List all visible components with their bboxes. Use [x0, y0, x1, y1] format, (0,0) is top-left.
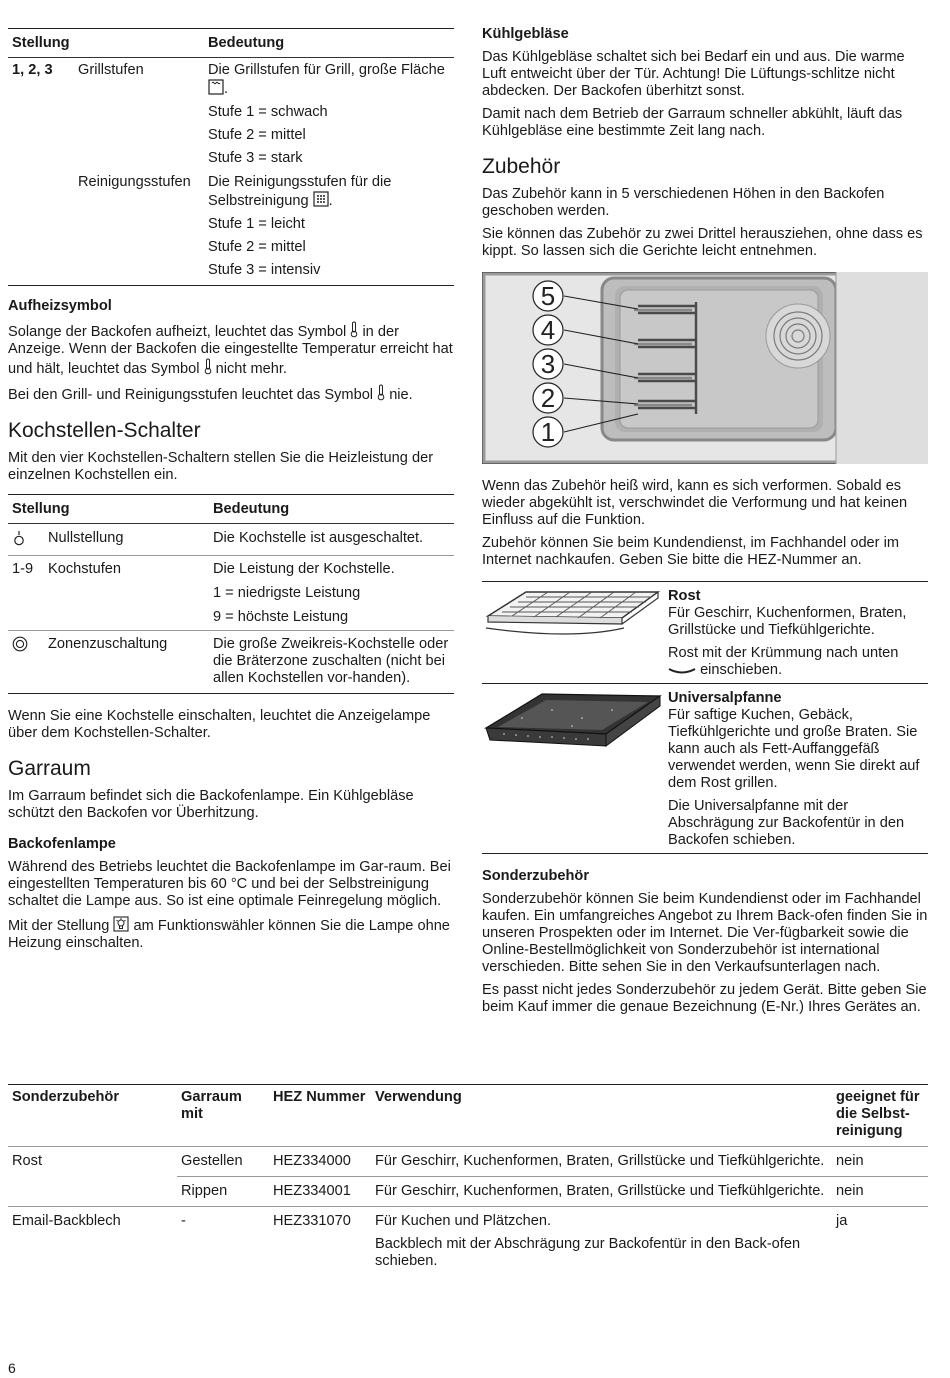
lamp-text-b: am Funktionswähler können Sie die Lampe ohne Heizung einschalten. [8, 918, 450, 951]
row-3-garraum: - [177, 1207, 269, 1275]
row-3-item: Email-Backblech [8, 1207, 177, 1275]
table-row [8, 1207, 928, 1275]
table-row [8, 1147, 928, 1177]
th-hez: HEZ Nummer [273, 1089, 366, 1105]
koch-row-2-pos: 1-9 [8, 556, 44, 631]
level-5-label: 5 [540, 281, 556, 311]
row-2-garraum: Rippen [177, 1177, 269, 1207]
heading-backofenlampe: Backofenlampe [8, 836, 116, 852]
garraum-intro: Im Garraum befindet sich die Backofenlampe. Ein Kühlgebläse schützt den Backofen vor Überhitzung. [8, 788, 414, 821]
aufheiz-text-a: Solange der Backofen aufheizt, leuchtet das Symbol [8, 324, 347, 340]
th-garraum: Garraum mit [181, 1089, 242, 1122]
pfanne-title: Universalpfanne [668, 690, 782, 706]
heading-kochstellen: Kochstellen-Schalter [8, 419, 201, 442]
oven-lamp-icon [113, 916, 129, 932]
clean-pos [8, 174, 74, 286]
row-1-hez: HEZ334000 [269, 1147, 371, 1177]
row-2-self: nein [832, 1177, 928, 1207]
grill-level-3: Stufe 3 = stark [208, 150, 303, 166]
heading-kuehlgeblaese: Kühlgebläse [482, 26, 569, 42]
zubehoer-paragraph-4: Zubehör können Sie beim Kundendienst, im Fachhandel oder im Internet nachkaufen. Geben Sie bitte die HEZ-Nummer an. [482, 535, 899, 568]
sonderzubehoer-table [8, 1084, 928, 1274]
kochstellen-intro: Mit den vier Kochstellen-Schaltern stellen Sie die Heizleistung der einzelnen Kochstellen ein. [8, 450, 434, 483]
row-1-self: nein [832, 1147, 928, 1177]
clean-level-3: Stufe 3 = intensiv [208, 262, 321, 278]
lamp-paragraph-2 [8, 916, 454, 952]
zubehoer-paragraph-1: Das Zubehör kann in 5 verschiedenen Höhen in den Backofen geschoben werden. [482, 186, 885, 219]
koch-row-3-meaning: Die große Zweikreis-Kochstelle oder die Bräterzone zuschalten (nicht bei allen Kochstellen vor-handen). [209, 631, 454, 694]
page-number: 6 [8, 1360, 16, 1376]
zubehoer-paragraph-2: Sie können das Zubehör zu zwei Drittel herausziehen, ohne dass es kippt. So lassen sich die Gerichte leicht entnehmen. [482, 226, 923, 259]
koch-row-3-name: Zonenzuschaltung [44, 631, 209, 694]
clean-level-2: Stufe 2 = mittel [208, 239, 306, 255]
th-bedeutung: Bedeutung [204, 29, 454, 58]
curve-down-icon [668, 666, 696, 676]
rost-paragraph-2 [668, 645, 928, 679]
koch-row-2-extra-1: 1 = niedrigste Leistung [213, 585, 361, 601]
heading-sonderzubehoer: Sonderzubehör [482, 868, 590, 884]
table-row [8, 1177, 928, 1207]
rost-paragraph-1: Für Geschirr, Kuchenformen, Braten, Grillstücke und Tiefkühlgerichte. [668, 605, 907, 638]
level-1-label: 1 [540, 417, 556, 447]
self-clean-icon [313, 191, 329, 207]
koch-row-2-meaning: Die Leistung der Kochstelle. [213, 561, 395, 577]
thermometer-icon [377, 384, 385, 401]
heading-zubehoer: Zubehör [482, 155, 561, 178]
row-3-self: ja [832, 1207, 928, 1275]
koch-row-2-extra-2: 9 = höchste Leistung [213, 609, 349, 625]
row-3-use: Für Kuchen und Plätzchen. [375, 1213, 552, 1229]
th-selbstreinigung: geeignet für die Selbst-reinigung [836, 1089, 920, 1139]
lamp-paragraph-1: Während des Betriebs leuchtet die Backofenlampe im Gar-raum. Bei eingestellten Temperaturen bis 60 °C und bei der Selbstreinigung schaltet die Lampe aus. So ist eine optimale Feinregelung möglich. [8, 859, 451, 909]
th-stellung-2: Stellung [8, 495, 209, 524]
kuehl-paragraph-2: Damit nach dem Betrieb der Garraum schneller abkühlt, läuft das Kühlgebläse eine bestimmte Zeit lang nach. [482, 106, 903, 139]
grill-table: Stellung Bedeutung 1, 2, 3 Grillstufen Die Grillstufen für Grill, große Fläche . Stufe 1 = schwach Stufe 2 = mittel Stufe 3 = stark Reinigungsstufen Die Reinigungsstufen für die Selbstreinigung . Stufe 1 = leicht Stufe 2 = mittel Stufe 3 = intensiv [8, 28, 454, 286]
aufheiz-text-b: in der Anzeige. Wenn der Backofen die eingestellte Temperatur erreicht hat und hält, leuchtet das Symbol [8, 324, 453, 377]
grill-area-icon [208, 79, 224, 95]
th-verwendung: Verwendung [375, 1089, 462, 1105]
row-2-item [8, 1177, 177, 1207]
oven-levels-illustration [482, 272, 928, 464]
grill-level-2: Stufe 2 = mittel [208, 127, 306, 143]
sonder-paragraph-2: Es passt nicht jedes Sonderzubehör zu jedem Gerät. Bitte geben Sie beim Kauf immer die genaue Bezeichnung (E-Nr.) Ihres Gerätes an. [482, 982, 927, 1015]
right-column [482, 24, 928, 1022]
kochstellen-table [8, 494, 454, 694]
lamp-text-a: Mit der Stellung [8, 918, 110, 934]
aufheiz-text-d: Bei den Grill- und Reinigungsstufen leuchtet das Symbol [8, 387, 374, 403]
kochstellen-after: Wenn Sie eine Kochstelle einschalten, leuchtet die Anzeigelampe über dem Kochstellen-Schalter. [8, 708, 431, 741]
heading-garraum: Garraum [8, 757, 91, 780]
pfanne-paragraph-2: Die Universalpfanne mit der Abschrägung zur Backofentür in den Backofen schieben. [668, 798, 905, 848]
rost-title: Rost [668, 588, 701, 604]
level-3-label: 3 [540, 349, 556, 379]
grill-level-1: Stufe 1 = schwach [208, 104, 328, 120]
koch-row-1-meaning: Die Kochstelle ist ausgeschaltet. [213, 530, 424, 546]
row-1-use: Für Geschirr, Kuchenformen, Braten, Grillstücke und Tiefkühlgerichte. [371, 1147, 832, 1177]
th-sonderzubehoer: Sonderzubehör [12, 1089, 120, 1105]
grill-pos: 1, 2, 3 [12, 62, 53, 78]
rost-text-a: Rost mit der Krümmung nach unten [668, 645, 899, 661]
aufheiz-paragraph-1 [8, 321, 454, 378]
row-2-use: Für Geschirr, Kuchenformen, Braten, Grillstücke und Tiefkühlgerichte. [371, 1177, 832, 1207]
sonder-paragraph-1: Sonderzubehör können Sie beim Kundendienst oder im Fachhandel kaufen. Ein umfangreiches Angebot zu Ihrem Back-ofen finden Sie in unseren Prospekten oder im Internet. Die Ver-fügbarkeit sowie die Online-Bestellmöglichkeit von Sonderzubehör ist international verschieden. Bitte sehen Sie in den Verkaufsunterlagen nach. [482, 891, 928, 975]
accessory-rost [482, 581, 928, 683]
left-column [8, 24, 454, 958]
wire-rack-image [482, 588, 662, 650]
aufheiz-text-e: nie. [389, 387, 413, 403]
zone-switch-icon [12, 636, 28, 652]
row-1-item: Rost [8, 1147, 177, 1177]
clean-meaning: Die Reinigungsstufen für die Selbstreinigung [208, 174, 392, 209]
row-3-use-2: Backblech mit der Abschrägung zur Backofentür in den Back-ofen schieben. [375, 1236, 801, 1269]
level-2-label: 2 [540, 383, 556, 413]
rost-text-b: einschieben. [700, 662, 783, 678]
clean-level-1: Stufe 1 = leicht [208, 216, 305, 232]
universal-pan-image [482, 690, 664, 770]
zero-position-icon [12, 530, 26, 546]
th-bedeutung-2: Bedeutung [209, 495, 454, 524]
zubehoer-paragraph-3: Wenn das Zubehör heiß wird, kann es sich verformen. Sobald es wieder abgekühlt ist, verschwindet die Verformung und hat keinen Einfluss auf die Funktion. [482, 478, 908, 528]
grill-meaning: Die Grillstufen für Grill, große Fläche [208, 62, 445, 78]
thermometer-icon [204, 358, 212, 375]
kuehl-paragraph-1: Das Kühlgebläse schaltet sich bei Bedarf ein und aus. Die warme Luft entweicht über der Tür. Achtung! Die Lüftungs-schlitze nicht abdecken. Der Backofen überhitzt sonst. [482, 49, 905, 99]
clean-name: Reinigungsstufen [78, 174, 191, 190]
accessory-universalpfanne [482, 683, 928, 853]
heading-aufheizsymbol: Aufheizsymbol [8, 298, 112, 314]
row-2-hez: HEZ334001 [269, 1177, 371, 1207]
aufheiz-text-c: nicht mehr. [215, 361, 287, 377]
koch-row-2-name: Kochstufen [44, 556, 209, 631]
grill-name: Grillstufen [78, 62, 144, 78]
pfanne-paragraph-1: Für saftige Kuchen, Gebäck, Tiefkühlgerichte und große Braten. Sie kann auch als Fett-Auffanggefäß verwendet werden, wenn Sie direkt auf dem Rost grillen. [668, 707, 920, 791]
aufheiz-paragraph-2 [8, 384, 454, 404]
accessory-divider [482, 853, 928, 854]
thermometer-icon [350, 321, 358, 338]
koch-row-1-name: Nullstellung [48, 530, 124, 546]
level-4-label: 4 [540, 315, 556, 345]
row-3-hez: HEZ331070 [269, 1207, 371, 1275]
th-stellung: Stellung [8, 29, 204, 58]
row-1-garraum: Gestellen [177, 1147, 269, 1177]
